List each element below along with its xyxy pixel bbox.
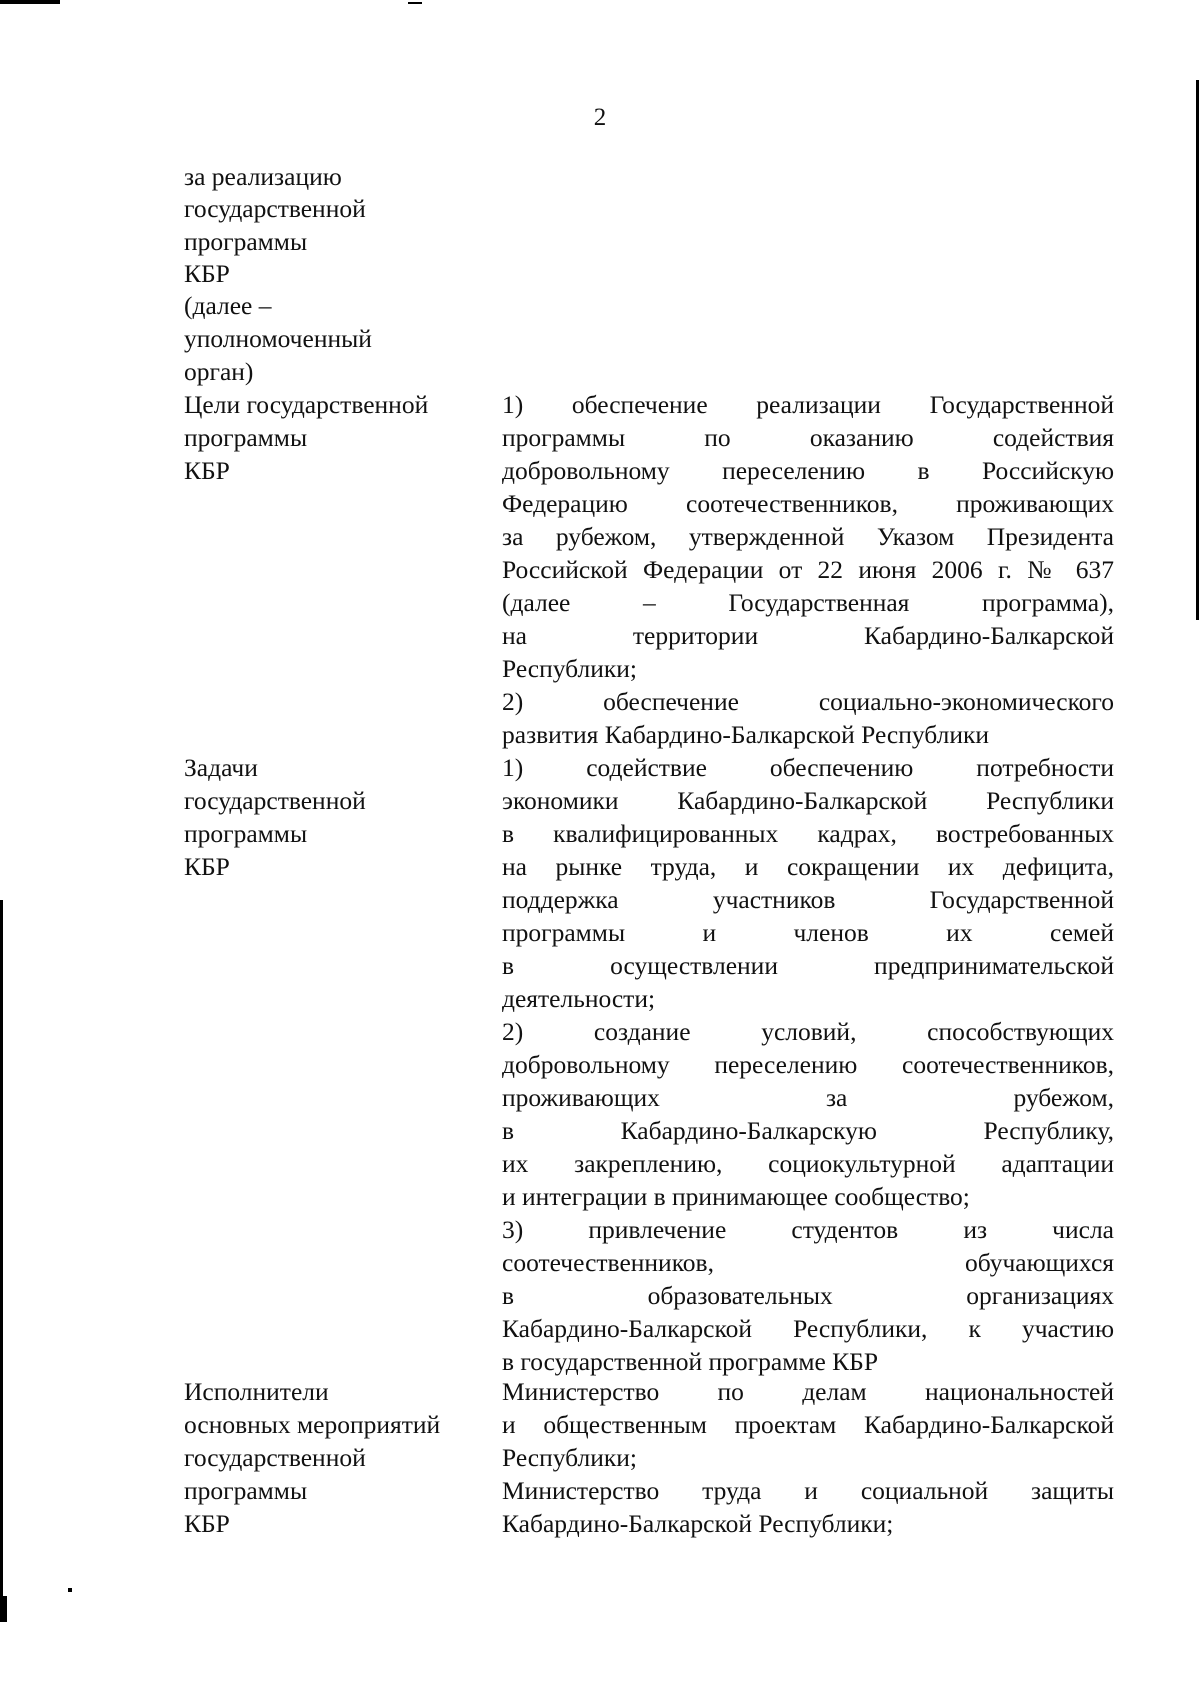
left-column-line: уполномоченный xyxy=(184,324,372,353)
left-column-line: программы xyxy=(184,423,308,452)
right-column-line: Республики; xyxy=(502,1443,638,1472)
scan-mark-left-block xyxy=(0,1596,7,1622)
left-column-line: государственной xyxy=(184,194,366,223)
right-column-line: добровольному переселению в Российскую xyxy=(502,456,1114,485)
right-column-line: 2) создание условий, способствующих xyxy=(502,1017,1114,1046)
left-column-line: КБР xyxy=(184,852,230,881)
left-column-line: Задачи xyxy=(184,753,258,782)
right-column-line: в квалифицированных кадрах, востребованных xyxy=(502,819,1114,848)
right-column-line: Министерство труда и социальной защиты xyxy=(502,1476,1114,1505)
right-column-line: проживающих за рубежом, xyxy=(502,1083,1114,1112)
left-column-line: КБР xyxy=(184,1509,230,1538)
left-column-line: Исполнители xyxy=(184,1377,329,1406)
right-column-line: (далее – Государственная программа), xyxy=(502,588,1114,617)
right-column-line: 2) обеспечение социально-экономического xyxy=(502,687,1114,716)
right-column-line: соотечественников, обучающихся xyxy=(502,1248,1114,1277)
right-column-line: в образовательных организациях xyxy=(502,1281,1114,1310)
right-column-line: 1) обеспечение реализации Государственной xyxy=(502,390,1114,419)
scan-mark-top-left xyxy=(0,0,60,4)
right-column-line: программы и членов их семей xyxy=(502,918,1114,947)
left-column-line: Цели государственной xyxy=(184,390,429,419)
left-column-line: программы xyxy=(184,819,308,848)
left-column-line: (далее – xyxy=(184,291,272,320)
left-column-line: программы xyxy=(184,1476,308,1505)
left-column-line: КБР xyxy=(184,259,230,288)
right-column-line: добровольному переселению соотечественников, xyxy=(502,1050,1114,1079)
scan-mark-right-edge xyxy=(1196,80,1199,620)
page-number: 2 xyxy=(593,104,607,131)
right-column-line: на территории Кабардино-Балкарской xyxy=(502,621,1114,650)
right-column-line: Российской Федерации от 22 июня 2006 г. № 637 xyxy=(502,555,1114,584)
scan-mark-top-dash xyxy=(408,2,422,4)
right-column-line: экономики Кабардино-Балкарской Республики xyxy=(502,786,1114,815)
right-column-line: за рубежом, утвержденной Указом Президента xyxy=(502,522,1114,551)
scan-mark-dot xyxy=(68,1588,72,1592)
left-column-line: государственной xyxy=(184,1443,366,1472)
right-column-line: и общественным проектам Кабардино-Балкарской xyxy=(502,1410,1114,1439)
left-column-line: программы xyxy=(184,227,308,256)
right-column-line: в государственной программе КБР xyxy=(502,1347,879,1376)
right-column-line: их закреплению, социокультурной адаптации xyxy=(502,1149,1114,1178)
left-column-line: орган) xyxy=(184,357,254,386)
right-column-line: Кабардино-Балкарской Республики; xyxy=(502,1509,894,1538)
right-column-line: Кабардино-Балкарской Республики, к участию xyxy=(502,1314,1114,1343)
right-column-line: программы по оказанию содействия xyxy=(502,423,1114,452)
right-column-line: Республики; xyxy=(502,654,638,683)
left-column-line: КБР xyxy=(184,456,230,485)
right-column-line: развития Кабардино-Балкарской Республики xyxy=(502,720,990,749)
right-column-line: в Кабардино-Балкарскую Республику, xyxy=(502,1116,1114,1145)
right-column-line: и интеграции в принимающее сообщество; xyxy=(502,1182,970,1211)
right-column-line: на рынке труда, и сокращении их дефицита, xyxy=(502,852,1114,881)
right-column-line: 3) привлечение студентов из числа xyxy=(502,1215,1114,1244)
left-column-line: основных мероприятий xyxy=(184,1410,441,1439)
right-column-line: Министерство по делам национальностей xyxy=(502,1377,1114,1406)
right-column-line: поддержка участников Государственной xyxy=(502,885,1114,914)
left-column-line: за реализацию xyxy=(184,162,342,191)
left-column-line: государственной xyxy=(184,786,366,815)
right-column-line: 1) содействие обеспечению потребности xyxy=(502,753,1114,782)
right-column-line: в осуществлении предпринимательской xyxy=(502,951,1114,980)
scan-mark-left-edge xyxy=(0,900,3,1600)
right-column-line: Федерацию соотечественников, проживающих xyxy=(502,489,1114,518)
right-column-line: деятельности; xyxy=(502,984,656,1013)
